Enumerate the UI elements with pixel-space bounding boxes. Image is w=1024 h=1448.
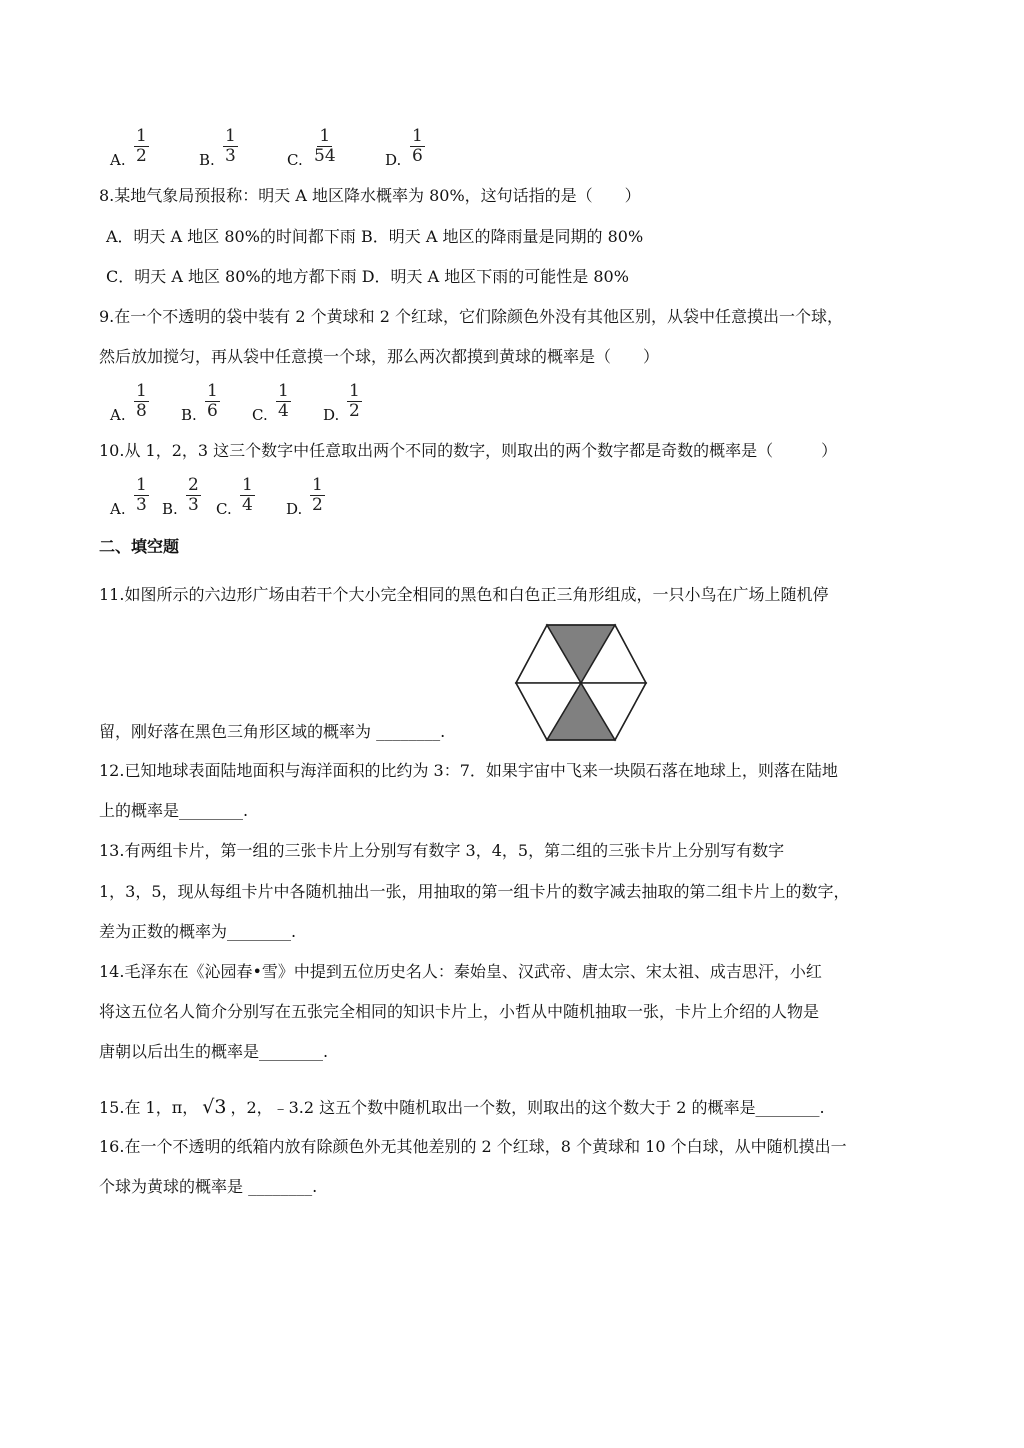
q14-line3: 唐朝以后出生的概率是________. <box>99 1042 329 1061</box>
q8-stem: 8.某地气象局预报称：明天 A 地区降水概率为 80%，这句话指的是（ ） <box>99 186 641 205</box>
q9-option-d-fraction <box>347 382 362 421</box>
denominator: 6 <box>412 146 423 166</box>
q9-stem-line2: 然后放加搅匀，再从袋中任意摸一个球，那么两次都摸到黄球的概率是（ ） <box>99 347 660 366</box>
q9-option-b-fraction <box>205 382 220 421</box>
numerator: 1 <box>225 126 236 146</box>
q13-line2: 1，3，5，现从每组卡片中各随机抽出一张，用抽取的第一组卡片的数字减去抽取的第二组卡片上的数字， <box>99 882 850 901</box>
numerator: 1 <box>242 475 253 495</box>
sqrt3-radical: √3 <box>202 1096 227 1118</box>
q15-part1: 15.在 1，π， <box>99 1098 199 1117</box>
q15-part2: ，2，﹣3.2 这五个数中随机取出一个数，则取出的这个数大于 2 的概率是________. <box>230 1098 825 1117</box>
q7-option-c-fraction <box>312 127 338 166</box>
q10-option-c-label: C. <box>216 500 232 518</box>
q11-line1: 11.如图所示的六边形广场由若干个大小完全相同的黑色和白色正三角形组成，一只小鸟在广场上随机停 <box>99 585 829 604</box>
q10-option-c-fraction <box>240 476 255 515</box>
denominator: 54 <box>314 146 336 166</box>
q7-option-a-label: A. <box>110 151 126 169</box>
numerator: 1 <box>412 126 423 146</box>
q16-line2: 个球为黄球的概率是 ________. <box>99 1177 318 1196</box>
numerator: 2 <box>188 475 199 495</box>
q7-option-c-label: C. <box>287 151 303 169</box>
q16-line1: 16.在一个不透明的纸箱内放有除颜色外无其他差别的 2 个红球，8 个黄球和 10 个白球，从中随机摸出一 <box>99 1137 847 1156</box>
denominator: 6 <box>207 401 218 421</box>
q7-option-a-fraction <box>134 127 149 166</box>
denominator: 3 <box>136 495 147 515</box>
numerator: 1 <box>207 381 218 401</box>
q7-option-b-label: B. <box>199 151 215 169</box>
q9-option-c-label: C. <box>252 406 268 424</box>
denominator: 8 <box>136 401 147 421</box>
hexagon-figure <box>512 622 650 742</box>
numerator: 1 <box>136 381 147 401</box>
q10-option-d-fraction <box>310 476 325 515</box>
denominator: 2 <box>136 146 147 166</box>
q7-option-b-fraction <box>223 127 238 166</box>
numerator: 1 <box>136 475 147 495</box>
denominator: 2 <box>312 495 323 515</box>
numerator: 1 <box>349 381 360 401</box>
q13-line3: 差为正数的概率为________. <box>99 922 297 941</box>
q7-option-d-label: D. <box>385 151 402 169</box>
q9-stem-line1: 9.在一个不透明的袋中装有 2 个黄球和 2 个红球，它们除颜色外没有其他区别，从袋中任意摸出一个球， <box>99 307 843 326</box>
q10-option-b-fraction <box>186 476 201 515</box>
q9-option-a-fraction <box>134 382 149 421</box>
numerator: 1 <box>312 475 323 495</box>
denominator: 3 <box>225 146 236 166</box>
q13-line1: 13.有两组卡片，第一组的三张卡片上分别写有数字 3，4，5，第二组的三张卡片上分别写有数字 <box>99 841 785 860</box>
q12-line2: 上的概率是________. <box>99 801 249 820</box>
q9-option-b-label: B. <box>181 406 197 424</box>
q8-options-row2: C．明天 A 地区 80%的地方都下雨 D．明天 A 地区下雨的可能性是 80% <box>106 267 629 286</box>
q9-option-a-label: A. <box>110 406 126 424</box>
numerator: 1 <box>136 126 147 146</box>
q8-options-row1: A．明天 A 地区 80%的时间都下雨 B．明天 A 地区的降雨量是同期的 80% <box>106 227 644 246</box>
q10-option-b-label: B. <box>162 500 178 518</box>
q9-option-d-label: D. <box>323 406 340 424</box>
q10-option-a-fraction <box>134 476 149 515</box>
numerator: 1 <box>319 126 331 146</box>
numerator: 1 <box>278 381 289 401</box>
denominator: 4 <box>278 401 289 421</box>
q15-line <box>99 1097 825 1118</box>
q10-stem: 10.从 1，2，3 这三个数字中任意取出两个不同的数字，则取出的两个数字都是奇数的概率是（ ） <box>99 441 838 460</box>
q10-option-a-label: A. <box>110 500 126 518</box>
q9-option-c-fraction <box>276 382 291 421</box>
q10-option-d-label: D. <box>286 500 303 518</box>
q14-line1: 14.毛泽东在《沁园春•雪》中提到五位历史名人：秦始皇、汉武帝、唐太宗、宋太祖、成吉思汗，小红 <box>99 962 822 981</box>
denominator: 2 <box>349 401 360 421</box>
q12-line1: 12.已知地球表面陆地面积与海洋面积的比约为 3：7．如果宇宙中飞来一块陨石落在地球上，则落在陆地 <box>99 761 838 780</box>
denominator: 4 <box>242 495 253 515</box>
section-title-fill-in: 二、填空题 <box>99 537 180 556</box>
denominator: 3 <box>188 495 199 515</box>
q7-option-d-fraction <box>410 127 425 166</box>
q14-line2: 将这五位名人简介分别写在五张完全相同的知识卡片上，小哲从中随机抽取一张，卡片上介绍的人物是 <box>99 1002 820 1021</box>
q11-line2: 留，刚好落在黑色三角形区域的概率为 ________. <box>99 722 446 741</box>
